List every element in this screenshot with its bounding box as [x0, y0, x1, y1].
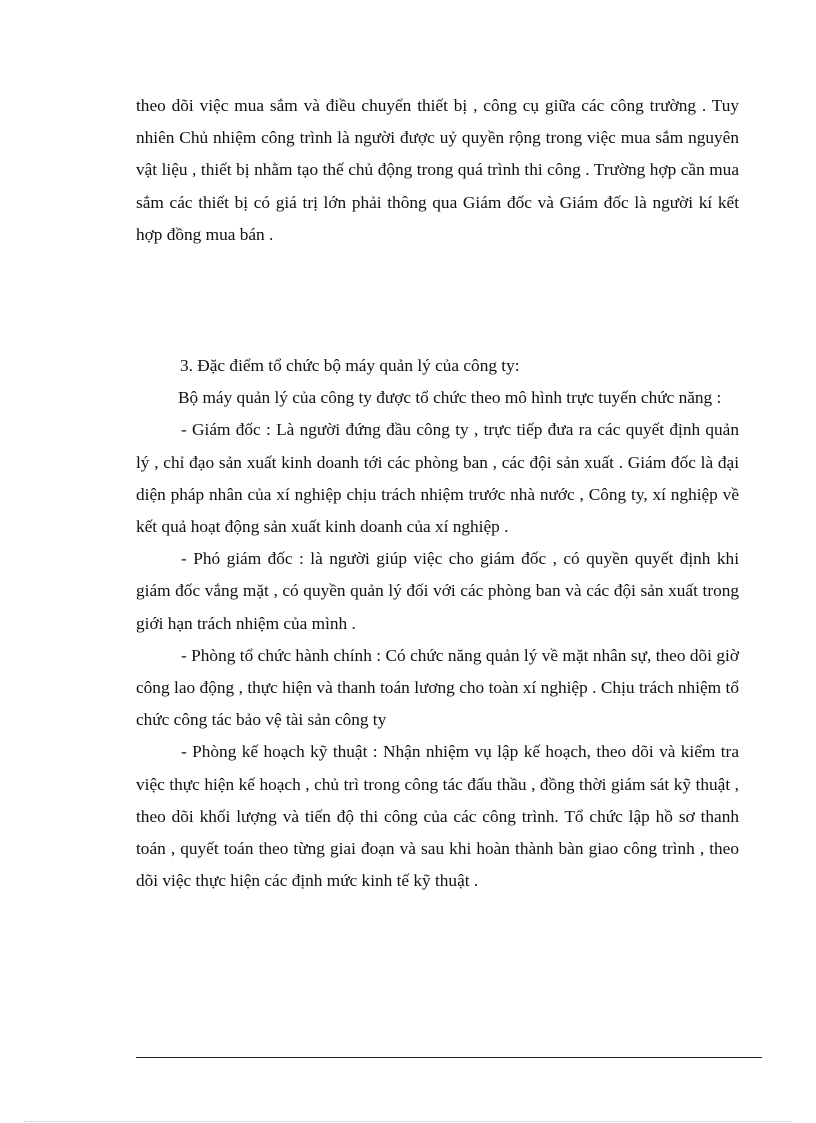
role-admin-department-paragraph: - Phòng tổ chức hành chính : Có chức năng quản lý về mặt nhân sự, theo dõi giờ công lao động , thực hiện và thanh toán lương cho toàn xí nghiệp . Chịu trách nhiệm tổ chức công tác bảo vệ tài sản công ty [136, 645, 739, 730]
section-intro: Bộ máy quản lý của công ty được tổ chức theo mô hình trực tuyến chức năng : [178, 388, 722, 408]
role-deputy-director-paragraph: - Phó giám đốc : là người giúp việc cho giám đốc , có quyền quyết định khi giám đốc vắng mặt , có quyền quản lý đối với các phòng ban và các đội sản xuất trong giới hạn trách nhiệm của mình . [136, 549, 739, 633]
continuation-block [136, 90, 739, 251]
section-heading: 3. Đặc điểm tổ chức bộ máy quản lý của công ty: [180, 356, 520, 375]
role-planning-technical-department-paragraph: - Phòng kế hoạch kỹ thuật : Nhận nhiệm vụ lập kế hoạch, theo dõi và kiểm tra việc thực hiện kế hoạch , chủ trì trong công tác đấu thầu , đồng thời giám sát kỹ thuật , theo dõi khối lượng và tiến độ thi công của các công trình. Tổ chức lập hồ sơ thanh toán , quyết toán theo từng giai đoạn và sau khi hoàn thành bàn giao công trình , theo dõi việc thực hiện các định mức kinh tế kỹ thuật . [136, 742, 739, 891]
role-director-paragraph: - Giám đốc : Là người đứng đầu công ty , trực tiếp đưa ra các quyết định quản lý , chỉ đạo sản xuất kinh doanh tới các phòng ban , các đội sản xuất . Giám đốc là đại diện pháp nhân của xí nghiệp chịu trách nhiệm trước nhà nước , Công ty, xí nghiệp về kết quả hoạt động sản xuất kinh doanh của xí nghiệp . [136, 420, 739, 537]
org-structure-section [136, 350, 739, 897]
continuation-paragraph: theo dõi việc mua sắm và điều chuyển thiết bị , công cụ giữa các công trường . Tuy nhiên Chủ nhiệm công trình là người được uỷ quyền rộng trong việc mua sắm nguyên vật liệu , thiết bị nhằm tạo thế chủ động trong quá trình thi công . Trường hợp cần mua sắm các thiết bị có giá trị lớn phải thông qua Giám đốc và Giám đốc là người kí kết hợp đồng mua bán . [136, 96, 739, 244]
footer-divider [136, 1057, 762, 1058]
page-bottom-edge [24, 1121, 792, 1122]
